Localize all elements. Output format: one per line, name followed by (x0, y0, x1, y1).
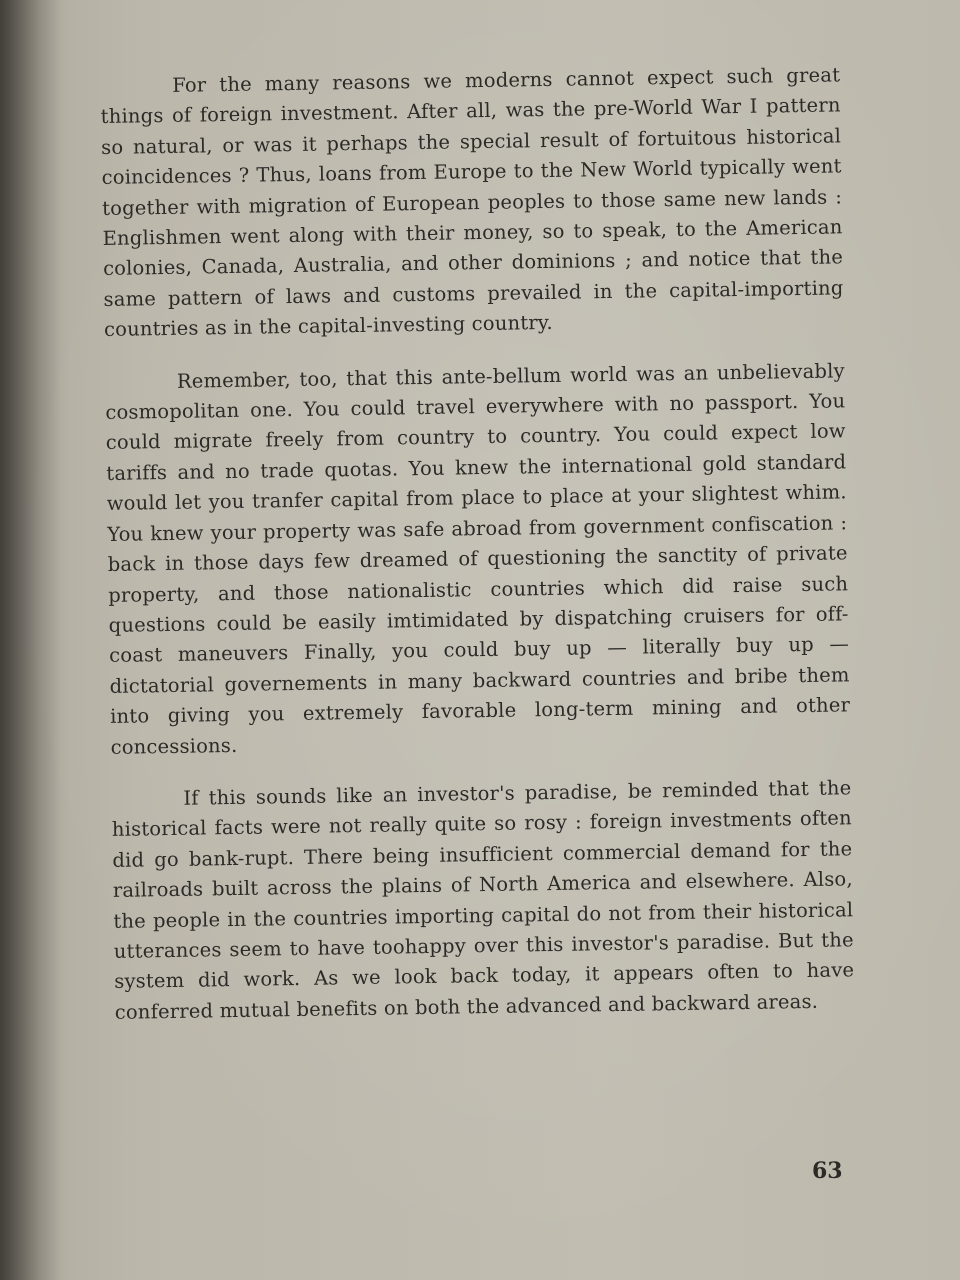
binding-gutter-shadow (0, 0, 60, 1280)
body-text (100, 60, 855, 1050)
paragraph-2: Remember, too, that this ante-bellum world was an unbelievably cosmopolitan one. You could travel everywhere with no passport. You could migrate freely from country to country. You could expect low tariffs and no trade quotas. You knew the international gold standard would let you tranfer capital from place to place at your slightest whim. You knew your property was safe abroad from government confiscation : back in those days few dreamed of questioning the sanctity of private property, and those nationalistic countries which did raise such questions could be easily imtimidated by dispatching cruisers for off-coast maneuvers Finally, you could buy up — literally buy up — dictatorial governements in many backward countries and bribe them into giving you extremely favorable long-term mining and other concessions. (105, 358, 851, 759)
paragraph-3: If this sounds like an investor's paradise, be reminded that the historical facts were not really quite so rosy : foreign investments often did go bank-rupt. There being insufficient commercial demand for the railroads built across the plains of North America and elsewhere. Also, the people in the countries importing capital do not from their historical utterances seem to have toohappy over this investor's paradise. But the system did work. As we look back today, it appears often to have conferred mutual benefits on both the advanced and backward areas. (111, 776, 855, 1024)
paragraph-1: For the many reasons we moderns cannot expect such great things of foreign investment. After all, was the pre-World War I pattern so natural, or was it perhaps the special result of fortuitous historical coincidences ? Thus, loans from Europe to the New World typically went together with migration of European peoples to those same new lands : Englishmen went along with their money, so to speak, to the American colonies, Canada, Australia, and other dominions ; and notice that the same pattern of laws and customs prevailed in the capital-importing countries as in the capital-investing country. (100, 63, 844, 342)
page-number: 63 (812, 1158, 843, 1184)
